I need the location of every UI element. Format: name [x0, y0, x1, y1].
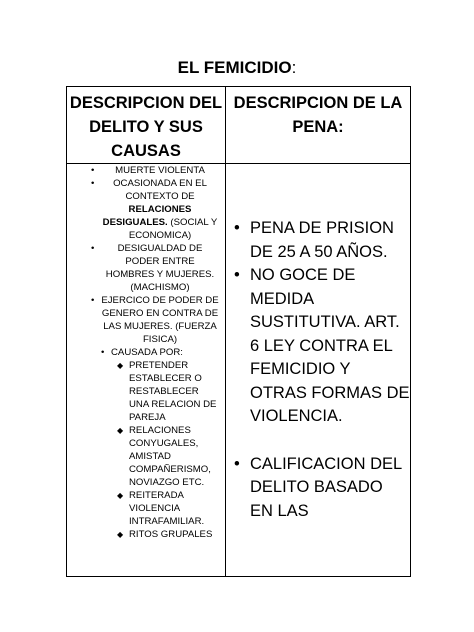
header-left: DESCRIPCION DEL DELITO Y SUS CAUSAS [67, 87, 226, 164]
bullet-icon: • [91, 178, 95, 189]
sub-list-item-text: RELACIONES CONYUGALES, AMISTAD COMPAÑERISMO, NOVIAZGO ETC. [129, 425, 211, 488]
list-item [67, 177, 225, 242]
bullet-icon: • [91, 243, 95, 254]
list-item-text: PENA DE PRISION DE 25 A 50 AÑOS. [250, 219, 394, 261]
list-item [226, 453, 410, 524]
bullet-icon: • [234, 219, 240, 237]
sub-list-item-text: RITOS GRUPALES [129, 529, 213, 540]
diamond-bullet-icon: ◆ [117, 361, 124, 370]
list-item [67, 242, 225, 294]
list-item [226, 217, 410, 264]
sub-list-item [67, 528, 225, 541]
list-item-text: CALIFICACION DEL DELITO BASADO EN LAS [250, 454, 402, 520]
penalty-list [226, 217, 410, 523]
bullet-icon: • [234, 454, 240, 473]
bullet-icon: • [234, 266, 240, 284]
title-text: EL FEMICIDIO [177, 58, 292, 77]
list-item-text: OCASIONADA EN EL CONTEXTO DE [113, 178, 207, 202]
title-colon: : [291, 58, 297, 77]
header-right: DESCRIPCION DE LA PENA: [226, 87, 411, 164]
list-item-text: EJERCICO DE PODER DE GENERO EN CONTRA DE LAS MUJERES. (FUERZA FISICA) [101, 295, 219, 345]
list-item [67, 164, 225, 177]
list-item-text: CAUSADA POR: [111, 347, 183, 358]
list-item-text: MUERTE VIOLENTA [115, 165, 205, 176]
diamond-bullet-icon: ◆ [117, 491, 124, 500]
sub-list-item [67, 359, 225, 424]
list-item-bold-text: RELACIONES DESIGUALES. [102, 204, 192, 228]
bullet-icon: • [91, 295, 95, 306]
bullet-icon: • [101, 347, 105, 358]
list-item [67, 346, 225, 359]
sub-list-item-text: PRETENDER ESTABLECER O RESTABLECER UNA RELACION DE PAREJA [129, 360, 217, 423]
diamond-bullet-icon: ◆ [117, 530, 124, 539]
list-item [67, 294, 225, 346]
sub-list-item [67, 489, 225, 528]
list-item [226, 264, 410, 429]
list-item-text: DESIGUALDAD DE PODER ENTRE HOMBRES Y MUJERES. (MACHISMO) [105, 243, 215, 293]
bullet-icon: • [91, 165, 95, 176]
right-cell [226, 164, 411, 577]
diamond-bullet-icon: ◆ [117, 426, 124, 435]
left-cell [67, 164, 226, 577]
list-item-text: NO GOCE DE MEDIDA SUSTITUTIVA. ART. 6 LEY CONTRA EL FEMICIDIO Y OTRAS FORMAS DE VIOLENCIA. [250, 266, 410, 425]
list-item-text: (SOCIAL Y ECONOMICA) [128, 217, 218, 241]
page-title [0, 58, 474, 78]
sub-list-item [67, 424, 225, 489]
causes-list [67, 164, 225, 541]
sub-list-item-text: REITERADA VIOLENCIA INTRAFAMILIAR. [129, 490, 205, 527]
crime-table [66, 86, 411, 577]
